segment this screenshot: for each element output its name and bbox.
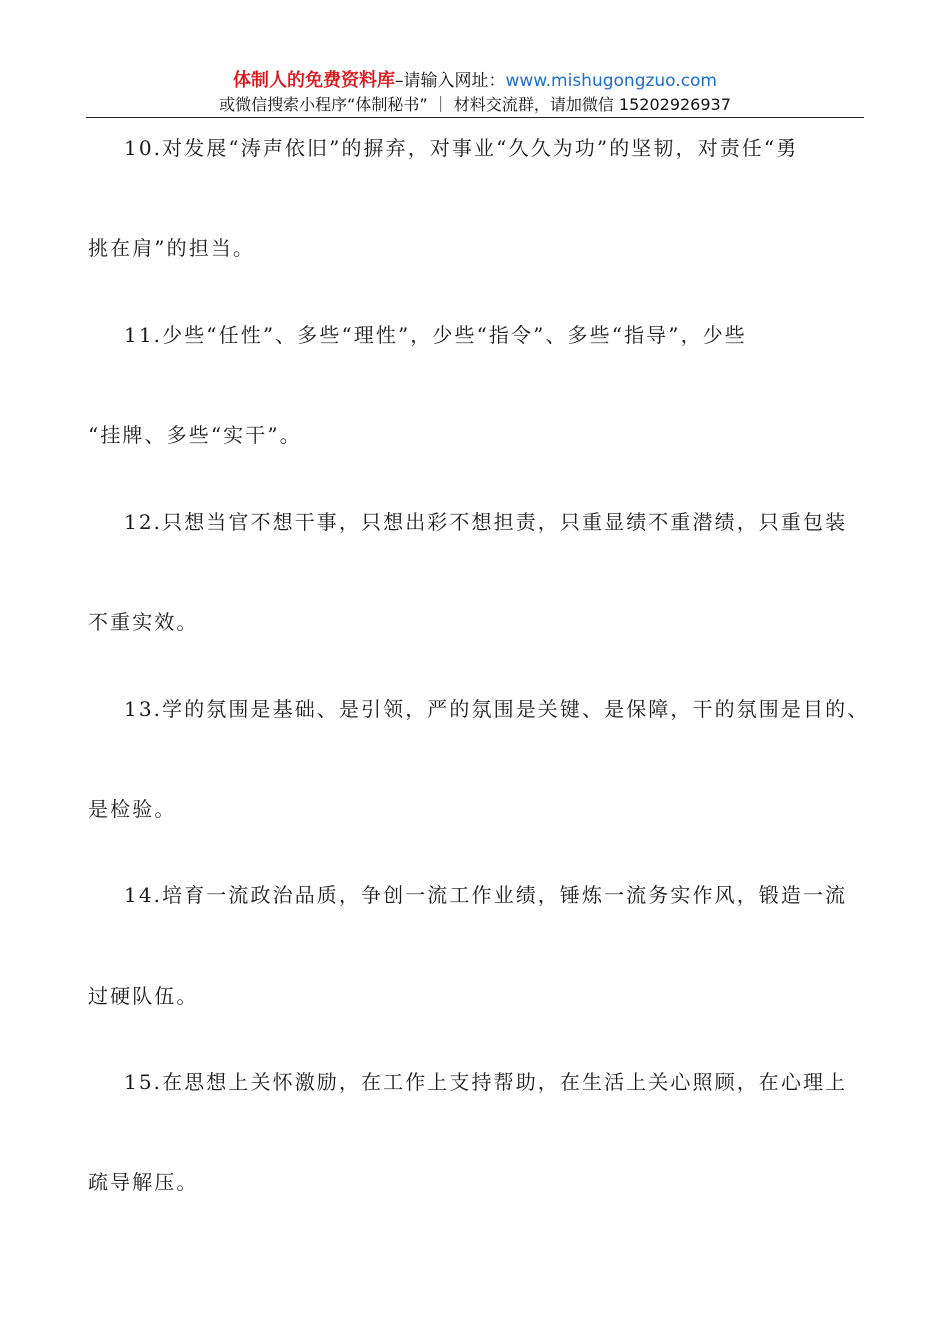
paragraph-11-line-2: “挂牌、多些“实干”。 <box>88 423 302 447</box>
header-divider <box>86 117 864 118</box>
paragraph-12-line-2: 不重实效。 <box>88 610 199 634</box>
paragraph-15-line-1: 15.在思想上关怀激励，在工作上支持帮助，在生活上关心照顾，在心理上 <box>124 1070 848 1094</box>
page-header <box>86 68 864 116</box>
brand-title: 体制人的免费资料库 <box>232 70 395 91</box>
header-title-line <box>86 68 864 94</box>
paragraph-10-line-2: 挑在肩”的担当。 <box>88 236 256 260</box>
paragraph-14-line-2: 过硬队伍。 <box>88 984 199 1008</box>
paragraph-15-line-2: 疏导解压。 <box>88 1170 199 1194</box>
header-contact-line: 或微信搜索小程序“体制秘书” ｜ 材料交流群，请加微信 15202926937 <box>219 95 731 114</box>
url-prompt: –请输入网址： <box>394 71 506 91</box>
paragraph-10-line-1: 10.对发展“涛声依旧”的摒弃，对事业“久久为功”的坚韧，对责任“勇 <box>124 136 799 160</box>
paragraph-12-line-1: 12.只想当官不想干事，只想出彩不想担责，只重显绩不重潜绩，只重包装 <box>124 510 848 534</box>
paragraph-14-line-1: 14.培育一流政治品质，争创一流工作业绩，锤炼一流务实作风，锻造一流 <box>124 883 848 907</box>
paragraph-13-line-1: 13.学的氛围是基础、是引领，严的氛围是关键、是保障，干的氛围是目的、 <box>124 697 870 721</box>
paragraph-13-line-2: 是检验。 <box>88 797 177 821</box>
website-link[interactable]: www.mishugongzuo.com <box>505 71 717 91</box>
paragraph-11-line-1: 11.少些“任性”、多些“理性”，少些“指令”、多些“指导”，少些 <box>124 323 747 347</box>
